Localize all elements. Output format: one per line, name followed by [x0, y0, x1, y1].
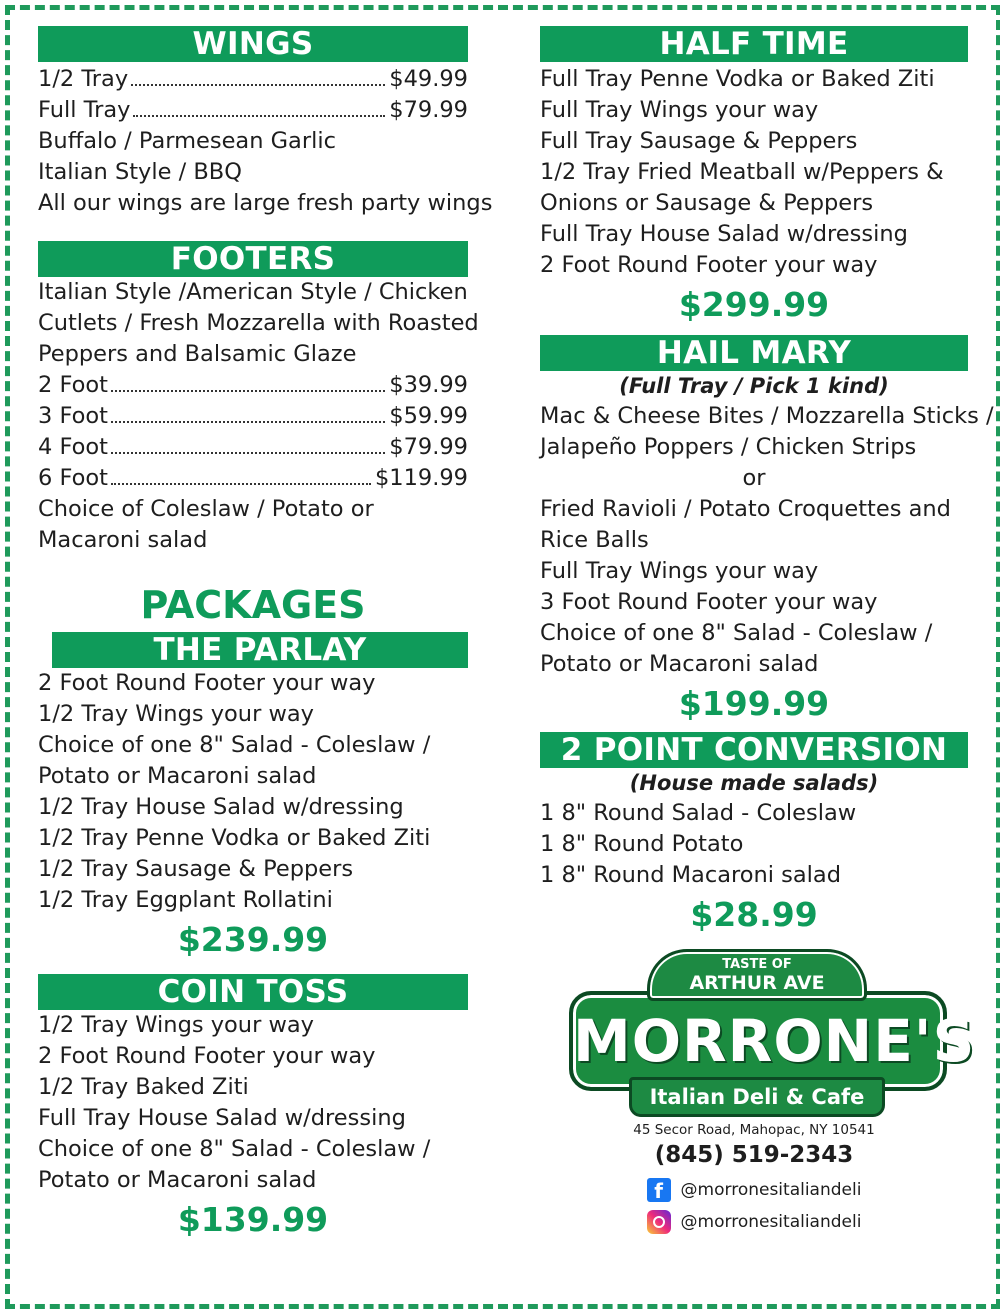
two-point-subtitle: (House made salads): [629, 771, 879, 795]
two-point-price: $28.99: [690, 895, 818, 934]
leader-dots: [111, 452, 385, 454]
wings-line: Buffalo / Parmesean Garlic: [38, 128, 336, 154]
hail-mary-line: Choice of one 8" Salad - Coleslaw /: [540, 620, 933, 646]
packages-title: PACKAGES: [140, 583, 366, 627]
menu-item: [38, 64, 468, 95]
two-point-line: 1 8" Round Salad - Coleslaw: [540, 800, 857, 826]
logo-taste-line1: TASTE OF: [722, 957, 792, 972]
menu-item: [38, 401, 468, 432]
half-time-line: Full Tray Sausage & Peppers: [540, 128, 858, 154]
parlay-header: THE PARLAY: [52, 632, 468, 668]
hail-mary-subtitle: (Full Tray / Pick 1 kind): [619, 374, 889, 398]
footers-line: Macaroni salad: [38, 527, 208, 553]
address: 45 Secor Road, Mahopac, NY 10541: [633, 1122, 875, 1138]
logo-name: MORRONE'S: [573, 1007, 976, 1075]
hail-mary-header: HAIL MARY: [540, 335, 968, 371]
logo-tagline: Italian Deli & Cafe: [629, 1077, 885, 1117]
half-time-line: Full Tray House Salad w/dressing: [540, 221, 908, 247]
facebook-link[interactable]: [540, 1178, 968, 1202]
coin-toss-price: $139.99: [177, 1200, 329, 1239]
footers-desc: Italian Style /American Style / Chicken: [38, 279, 468, 305]
logo-taste-sign: [647, 949, 867, 1001]
half-time-line: Onions or Sausage & Peppers: [540, 190, 874, 216]
footers-desc: Cutlets / Fresh Mozzarella with Roasted: [38, 310, 479, 336]
logo-taste-line2: ARTHUR AVE: [689, 972, 825, 994]
wings-header: WINGS: [38, 26, 468, 62]
parlay-line: Choice of one 8" Salad - Coleslaw /: [38, 732, 431, 758]
leader-dots: [111, 421, 385, 423]
hail-mary-line: Fried Ravioli / Potato Croquettes and: [540, 496, 951, 522]
item-price: $119.99: [374, 465, 468, 491]
coin-toss-line: 2 Foot Round Footer your way: [38, 1043, 376, 1069]
hail-mary-line: Full Tray Wings your way: [540, 558, 819, 584]
leader-dots: [131, 84, 385, 86]
parlay-line: 1/2 Tray Penne Vodka or Baked Ziti: [38, 825, 431, 851]
item-label: Full Tray: [38, 97, 131, 123]
parlay-line: 1/2 Tray House Salad w/dressing: [38, 794, 404, 820]
hail-mary-or: or: [742, 465, 766, 491]
coin-toss-line: 1/2 Tray Wings your way: [38, 1012, 314, 1038]
wings-line: Italian Style / BBQ: [38, 159, 242, 185]
hail-mary-line: Rice Balls: [540, 527, 649, 553]
item-label: 4 Foot: [38, 434, 108, 460]
hail-mary-line: 3 Foot Round Footer your way: [540, 589, 878, 615]
leader-dots: [111, 390, 385, 392]
facebook-icon: f: [647, 1178, 671, 1202]
item-price: $79.99: [389, 434, 468, 460]
item-price: $49.99: [389, 66, 468, 92]
item-label: 3 Foot: [38, 403, 108, 429]
left-column: [38, 26, 493, 1244]
half-time-price: $299.99: [678, 285, 830, 324]
half-time-line: Full Tray Wings your way: [540, 97, 819, 123]
footers-header: FOOTERS: [38, 241, 468, 277]
parlay-line: 2 Foot Round Footer your way: [38, 670, 376, 696]
parlay-line: 1/2 Tray Eggplant Rollatini: [38, 887, 333, 913]
logo-main-sign: [569, 991, 976, 1091]
item-label: 1/2 Tray: [38, 66, 129, 92]
parlay-line: Potato or Macaroni salad: [38, 763, 317, 789]
coin-toss-header: COIN TOSS: [38, 974, 468, 1010]
item-price: $79.99: [389, 97, 468, 123]
item-label: 6 Foot: [38, 465, 108, 491]
instagram-icon: [647, 1210, 671, 1234]
two-point-line: 1 8" Round Macaroni salad: [540, 862, 842, 888]
instagram-link[interactable]: [540, 1210, 968, 1234]
menu-item: [38, 432, 468, 463]
hail-mary-line: Jalapeño Poppers / Chicken Strips: [540, 434, 917, 460]
two-point-header: 2 POINT CONVERSION: [540, 732, 968, 768]
half-time-line: 1/2 Tray Fried Meatball w/Peppers &: [540, 159, 944, 185]
right-column: [540, 26, 994, 1234]
half-time-line: Full Tray Penne Vodka or Baked Ziti: [540, 66, 935, 92]
leader-dots: [133, 115, 385, 117]
morrones-logo: [554, 949, 976, 1114]
parlay-line: 1/2 Tray Wings your way: [38, 701, 314, 727]
hail-mary-line: Mac & Cheese Bites / Mozzarella Sticks /: [540, 403, 994, 429]
half-time-header: HALF TIME: [540, 26, 968, 62]
coin-toss-line: Choice of one 8" Salad - Coleslaw /: [38, 1136, 431, 1162]
instagram-handle: @morronesitaliandeli: [680, 1212, 862, 1232]
footers-line: Choice of Coleslaw / Potato or: [38, 496, 374, 522]
hail-mary-price: $199.99: [678, 684, 830, 723]
half-time-line: 2 Foot Round Footer your way: [540, 252, 878, 278]
menu-item: [38, 463, 468, 494]
hail-mary-line: Potato or Macaroni salad: [540, 651, 819, 677]
parlay-price: $239.99: [177, 920, 329, 959]
footers-desc: Peppers and Balsamic Glaze: [38, 341, 357, 367]
item-label: 2 Foot: [38, 372, 108, 398]
wings-line: All our wings are large fresh party wings: [38, 190, 493, 216]
coin-toss-line: 1/2 Tray Baked Ziti: [38, 1074, 249, 1100]
facebook-handle: @morronesitaliandeli: [680, 1180, 862, 1200]
parlay-line: 1/2 Tray Sausage & Peppers: [38, 856, 354, 882]
item-price: $39.99: [389, 372, 468, 398]
menu-item: [38, 95, 468, 126]
phone-number[interactable]: (845) 519-2343: [654, 1142, 854, 1168]
coin-toss-line: Potato or Macaroni salad: [38, 1167, 317, 1193]
menu-item: [38, 370, 468, 401]
item-price: $59.99: [389, 403, 468, 429]
coin-toss-line: Full Tray House Salad w/dressing: [38, 1105, 406, 1131]
two-point-line: 1 8" Round Potato: [540, 831, 744, 857]
leader-dots: [111, 483, 371, 485]
